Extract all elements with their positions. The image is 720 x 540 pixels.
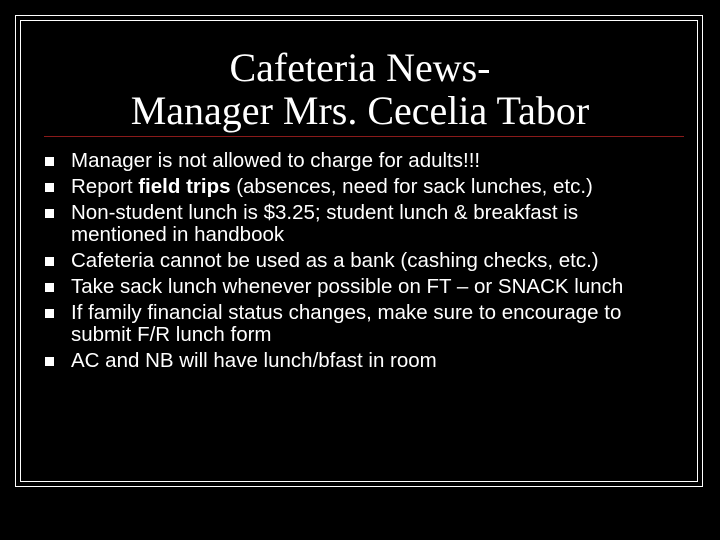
bullet-item [45,150,675,172]
bullet-item [45,302,675,346]
title-divider [44,136,684,137]
bullet-list [45,150,675,376]
square-bullet-icon [45,157,54,166]
bullet-text: Take sack lunch whenever possible on FT – or SNACK lunch [71,275,624,298]
bullet-item [45,176,675,198]
square-bullet-icon [45,209,54,218]
slide-title [40,46,680,132]
bullet-text: Non-student lunch is $3.25; student lunch & breakfast is mentioned in handbook [71,201,579,246]
bullet-item [45,202,675,246]
square-bullet-icon [45,183,54,192]
bullet-item [45,350,675,372]
square-bullet-icon [45,257,54,266]
bullet-text-post: (absences, need for sack lunches, etc.) [230,175,593,198]
bullet-text-pre: Report [71,175,139,198]
bullet-text: Manager is not allowed to charge for adults!!! [71,149,481,172]
bullet-item [45,276,675,298]
square-bullet-icon [45,309,54,318]
square-bullet-icon [45,283,54,292]
square-bullet-icon [45,357,54,366]
bullet-text: Cafeteria cannot be used as a bank (cashing checks, etc.) [71,249,599,272]
bullet-text: If family financial status changes, make sure to encourage to submit F/R lunch form [71,301,622,346]
bullet-text-bold: field trips [138,175,231,198]
title-line-1: Cafeteria News- [229,45,491,90]
title-line-2: Manager Mrs. Cecelia Tabor [130,88,590,133]
bullet-item [45,250,675,272]
bullet-text: AC and NB will have lunch/bfast in room [71,349,437,372]
